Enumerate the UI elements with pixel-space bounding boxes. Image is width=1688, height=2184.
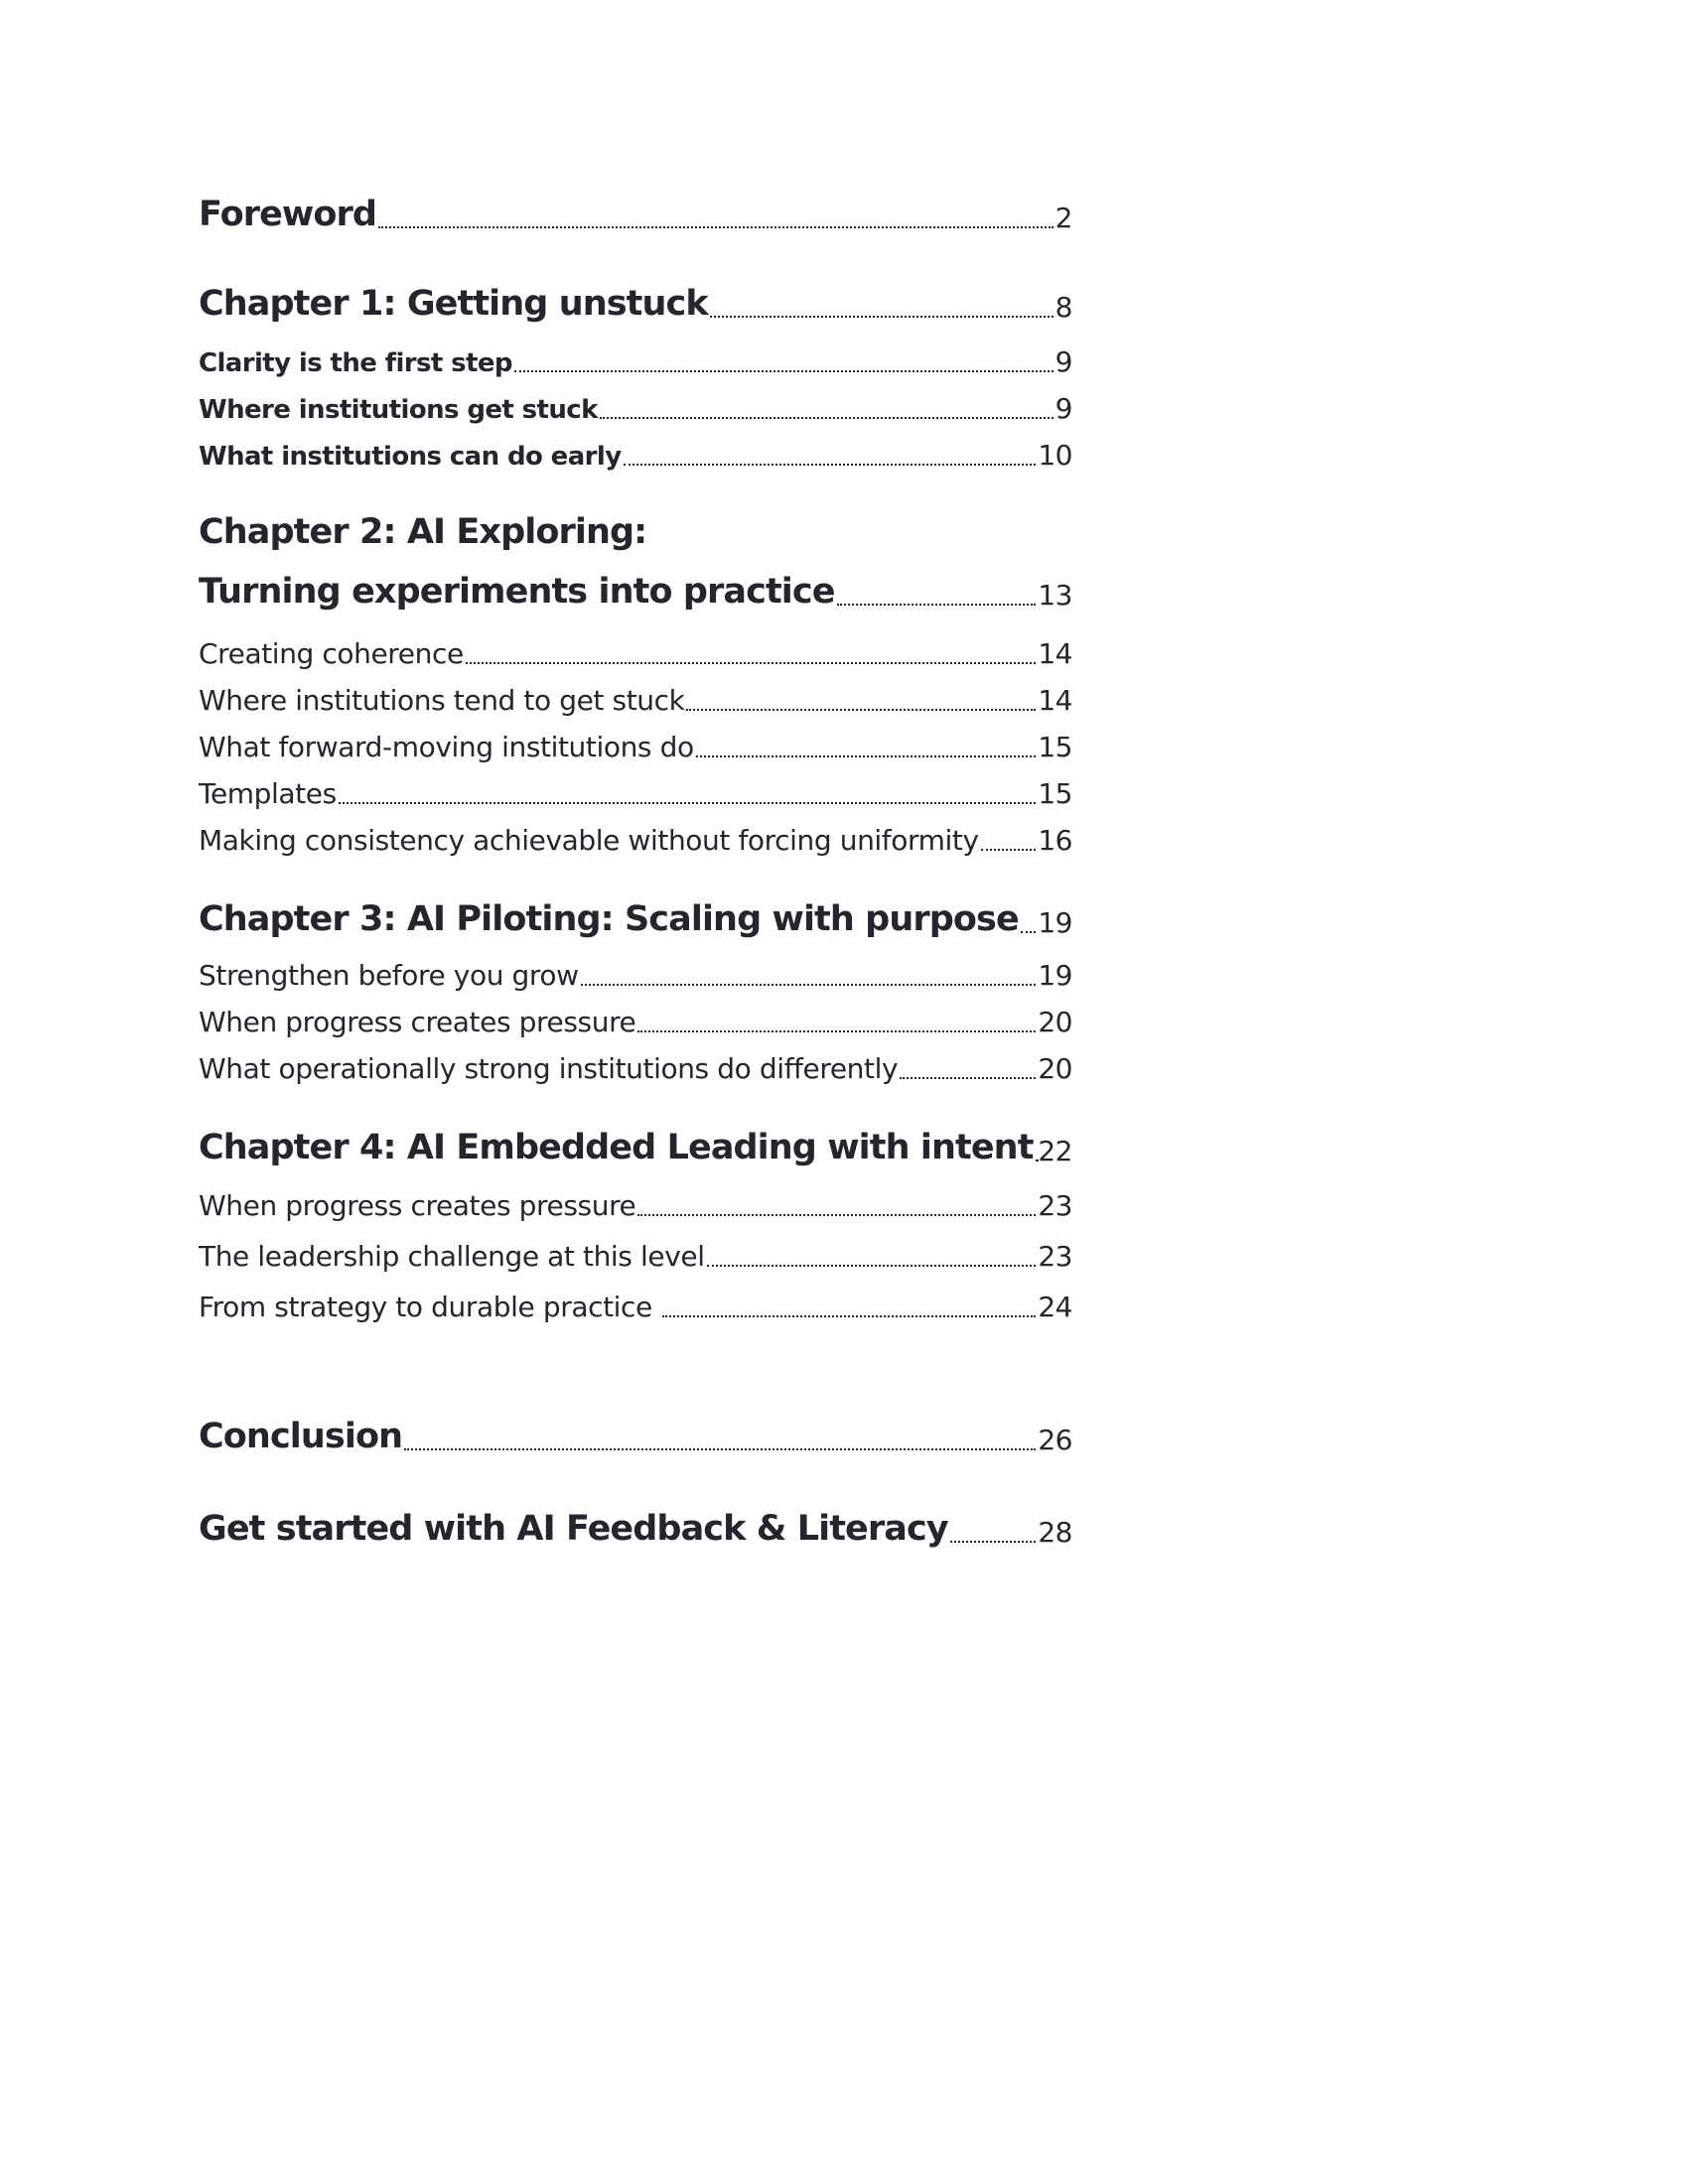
dot-leader	[696, 755, 1037, 757]
toc-entry[interactable]	[199, 684, 1072, 717]
toc-entry-conclusion[interactable]	[199, 1417, 1072, 1456]
toc-entry[interactable]	[199, 1006, 1072, 1038]
toc-entry[interactable]	[199, 392, 1072, 425]
toc-entry-label: Strengthen before you grow	[199, 959, 579, 992]
toc-entry-label: Where institutions tend to get stuck	[199, 684, 685, 717]
toc-chapter-title-line-2: Turning experiments into practice	[199, 572, 835, 612]
toc-entry-chapter-1[interactable]	[199, 284, 1072, 324]
toc-entry-label: What forward-moving institutions do	[199, 731, 694, 763]
toc-entry-label: The leadership challenge at this level	[199, 1240, 705, 1273]
toc-chapter-title: Chapter 3: AI Piloting: Scaling with purpose	[199, 899, 1019, 939]
toc-entry[interactable]	[199, 1240, 1072, 1273]
toc-entry-label: Making consistency achievable without forcing uniformity	[199, 824, 979, 857]
dot-leader	[404, 1448, 1036, 1450]
toc-entry-label: From strategy to durable practice	[199, 1291, 652, 1323]
toc-entry[interactable]	[199, 1189, 1072, 1222]
dot-leader	[662, 1315, 1037, 1317]
dot-leader	[707, 1265, 1037, 1267]
toc-entry-label: Templates	[199, 777, 337, 810]
dot-leader	[837, 604, 1037, 606]
toc-entry-get-started[interactable]	[199, 1509, 1072, 1549]
toc-page-number: 14	[1038, 637, 1072, 670]
toc-entry[interactable]	[199, 777, 1072, 810]
dot-leader	[981, 849, 1037, 851]
dot-leader	[1036, 1160, 1037, 1161]
toc-entry-label: What operationally strong institutions do differently	[199, 1052, 899, 1085]
dot-leader	[950, 1541, 1037, 1543]
toc-page-number: 9	[1055, 345, 1072, 378]
toc-entry-label: When progress creates pressure	[199, 1006, 636, 1038]
toc-page-number: 14	[1038, 684, 1072, 717]
toc-entry-chapter-3[interactable]	[199, 899, 1072, 939]
toc-page-number: 9	[1055, 392, 1072, 425]
toc-entry-label: Creating coherence	[199, 637, 464, 670]
dot-leader	[1021, 931, 1037, 933]
toc-page-number: 19	[1038, 959, 1072, 992]
dot-leader	[581, 984, 1037, 986]
toc-page-number: 10	[1038, 439, 1072, 472]
toc-page-number: 20	[1038, 1006, 1072, 1038]
toc-entry[interactable]	[199, 439, 1072, 472]
table-of-contents	[199, 0, 1072, 2184]
toc-page-number: 24	[1038, 1291, 1072, 1323]
toc-chapter-title: Chapter 4: AI Embedded Leading with intent	[199, 1128, 1034, 1167]
toc-page-number: 23	[1038, 1240, 1072, 1273]
toc-entry-foreword[interactable]	[199, 195, 1072, 234]
toc-page-number: 28	[1038, 1516, 1072, 1549]
toc-page-number: 16	[1038, 824, 1072, 857]
toc-chapter-title-line-1: Chapter 2: AI Exploring:	[199, 512, 647, 552]
toc-entry-label: Clarity is the first step	[199, 348, 512, 378]
dot-leader	[339, 802, 1037, 804]
dot-leader	[686, 709, 1036, 711]
toc-entry-chapter-4[interactable]	[199, 1128, 1072, 1167]
dot-leader	[900, 1077, 1036, 1079]
toc-entry-label: When progress creates pressure	[199, 1189, 636, 1222]
toc-entry-label: Conclusion	[199, 1417, 403, 1456]
toc-page-number: 23	[1038, 1189, 1072, 1222]
toc-entry[interactable]	[199, 1291, 1072, 1323]
dot-leader	[637, 1030, 1036, 1032]
toc-page-number: 2	[1055, 202, 1072, 234]
dot-leader	[514, 370, 1054, 372]
toc-page-number: 13	[1038, 579, 1072, 612]
toc-entry[interactable]	[199, 731, 1072, 763]
dot-leader	[378, 226, 1054, 228]
toc-entry-label: Get started with AI Feedback & Literacy	[199, 1509, 948, 1549]
toc-page-number: 15	[1038, 777, 1072, 810]
toc-entry[interactable]	[199, 637, 1072, 670]
toc-page-number: 19	[1038, 906, 1072, 939]
toc-entry-label: Foreword	[199, 195, 377, 234]
toc-page-number: 22	[1038, 1135, 1072, 1167]
toc-page-number: 15	[1038, 731, 1072, 763]
toc-page-number: 20	[1038, 1052, 1072, 1085]
dot-leader	[710, 316, 1054, 318]
toc-entry[interactable]	[199, 345, 1072, 378]
toc-entry-label: What institutions can do early	[199, 442, 622, 472]
toc-entry[interactable]	[199, 959, 1072, 992]
toc-page-number: 26	[1038, 1424, 1072, 1456]
toc-entry-label: Where institutions get stuck	[199, 395, 598, 425]
toc-entry[interactable]	[199, 824, 1072, 857]
toc-entry-chapter-2[interactable]	[199, 572, 1072, 612]
dot-leader	[600, 417, 1054, 419]
dot-leader	[637, 1214, 1036, 1216]
toc-page-number: 8	[1055, 291, 1072, 324]
toc-chapter-title: Chapter 1: Getting unstuck	[199, 284, 708, 324]
dot-leader	[624, 464, 1037, 466]
dot-leader	[466, 662, 1037, 664]
toc-entry[interactable]	[199, 1052, 1072, 1085]
